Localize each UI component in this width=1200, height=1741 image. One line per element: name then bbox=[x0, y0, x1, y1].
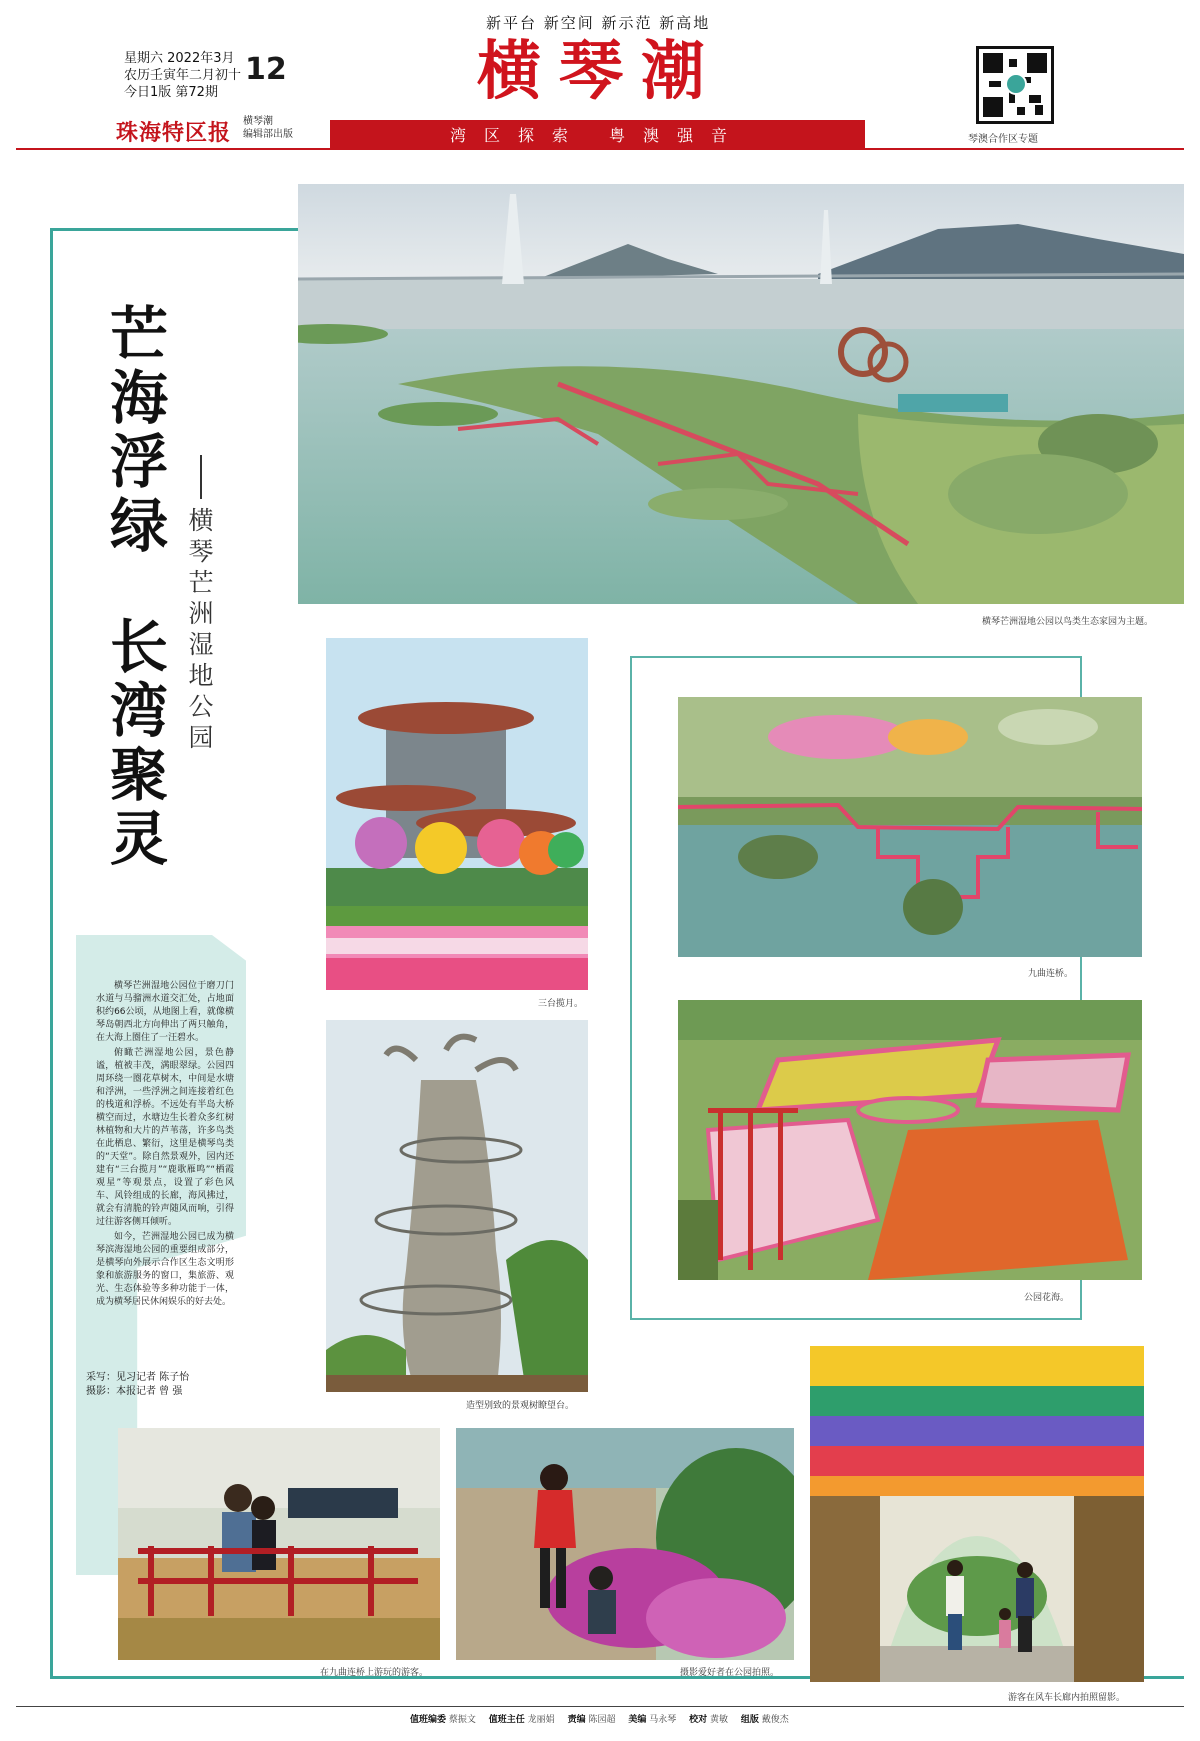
frame-right-box-top bbox=[630, 656, 1082, 658]
weekday-date: 星期六 2022年3月 bbox=[124, 51, 235, 66]
credit-role: 组版 bbox=[740, 1715, 759, 1725]
paper-logo: 珠海特区报 bbox=[116, 120, 232, 146]
edition-info: 今日1版 第72期 bbox=[124, 85, 218, 100]
byline bbox=[86, 1371, 189, 1399]
article-paragraph: 如今，芒洲湿地公园已成为横琴滨海湿地公园的重要组成部分，是横琴向外展示合作区生态文明形象和旅游服务的窗口，集旅游、观光、生态体验等多种功能于一体，成为横琴居民休闲娱乐的好去处。 bbox=[96, 1232, 234, 1307]
headline-subtitle: 横琴芒洲湿地公园 bbox=[188, 506, 214, 752]
credit-name: 蔡振文 bbox=[448, 1715, 476, 1725]
frame-right-box-bottom bbox=[630, 1318, 1082, 1320]
qr-caption: 琴澳合作区专题 bbox=[968, 134, 1038, 145]
flowers-photo bbox=[678, 1000, 1142, 1280]
couple-photo bbox=[118, 1428, 440, 1660]
bridge-caption: 九曲连桥。 bbox=[1028, 969, 1074, 979]
staff-credits bbox=[400, 1712, 789, 1725]
frame-left bbox=[50, 228, 53, 1678]
bridge-photo bbox=[678, 697, 1142, 957]
qr-code-icon[interactable] bbox=[976, 46, 1054, 124]
article-paragraph: 横琴芒洲湿地公园位于磨刀门水道与马骝洲水道交汇处，占地面积约66公顷，从地图上看，就像横琴岛朝西北方向伸出了两只触角，在大海上圈住了一汪碧水。 bbox=[96, 981, 234, 1043]
couple-caption: 在九曲连桥上游玩的游客。 bbox=[320, 1668, 429, 1678]
tower-photo bbox=[326, 638, 588, 990]
credit-role: 责编 bbox=[567, 1715, 586, 1725]
credit-name: 黄敏 bbox=[710, 1715, 729, 1725]
subtitle-dash bbox=[200, 455, 202, 499]
masthead-slogan: 新平台 新空间 新示范 新高地 bbox=[486, 14, 711, 32]
masthead-title: 横琴潮 bbox=[477, 34, 723, 109]
paper-sub bbox=[243, 115, 293, 141]
treehouse-caption: 造型别致的景观树瞭望台。 bbox=[466, 1401, 575, 1411]
flowers-caption: 公园花海。 bbox=[1024, 1293, 1070, 1303]
lunar-date: 农历壬寅年二月初十 bbox=[124, 68, 242, 83]
credit-role: 美编 bbox=[628, 1715, 647, 1725]
footer-rule bbox=[16, 1706, 1184, 1707]
article-paragraph: 俯瞰芒洲湿地公园，景色静谧，植被丰茂，满眼翠绿。公园四周环绕一圈花草树木，中间是水塘和浮洲，一些浮洲之间连接着红色的栈道和浮桥。不远处有半岛大桥横空而过，水塘边生长着众多红树林植物和大片的芦苇荡，许多鸟类在此栖息、繁衍，这里是横琴鸟类的“天堂”。除自然景观外，园内还建有“三台揽月”“鹿歌雁鸣”“栖霞观星”等观景点，设置了彩色风车、风铃组成的长廊，海风拂过，就会有清脆的铃声随风而响，引得过往游客侧耳倾听。 bbox=[96, 1048, 234, 1227]
credit-name: 马永琴 bbox=[649, 1715, 677, 1725]
credit-role: 值班编委 bbox=[410, 1715, 447, 1725]
credit-name: 陈园超 bbox=[588, 1715, 616, 1725]
photographer-caption: 摄影爱好者在公园拍照。 bbox=[680, 1668, 780, 1678]
byline-writer: 采写：见习记者 陈子怡 bbox=[86, 1372, 190, 1383]
credit-name: 戴俊杰 bbox=[761, 1715, 789, 1725]
article-body bbox=[96, 980, 234, 1311]
treehouse-photo bbox=[326, 1020, 588, 1392]
date-block bbox=[124, 50, 241, 101]
byline-photo: 摄影：本报记者 曾 强 bbox=[86, 1386, 183, 1397]
credit-role: 校对 bbox=[689, 1715, 708, 1725]
tower-caption: 三台揽月。 bbox=[538, 999, 584, 1009]
headline-line2: 长湾聚灵 bbox=[109, 613, 168, 873]
windmill-photo bbox=[810, 1346, 1144, 1682]
windmill-caption: 游客在风车长廊内拍照留影。 bbox=[1008, 1693, 1126, 1703]
photographer-photo bbox=[456, 1428, 794, 1660]
frame-top-left bbox=[50, 228, 300, 231]
masthead-banner: 湾区探索 粤澳强音 bbox=[330, 120, 865, 148]
frame-right-box-left bbox=[630, 656, 632, 1320]
masthead-rule bbox=[16, 148, 1184, 150]
headline-line1: 芒海浮绿 bbox=[109, 300, 168, 560]
paper-sub-line2: 编辑部出版 bbox=[243, 129, 293, 140]
hero-photo bbox=[298, 184, 1184, 604]
credit-role: 值班主任 bbox=[488, 1715, 525, 1725]
hero-caption: 横琴芒洲湿地公园以鸟类生态家园为主题。 bbox=[982, 617, 1154, 627]
paper-sub-line1: 横琴潮 bbox=[243, 116, 273, 127]
credit-name: 龙丽娟 bbox=[527, 1715, 555, 1725]
page-number: 12 bbox=[245, 52, 287, 87]
